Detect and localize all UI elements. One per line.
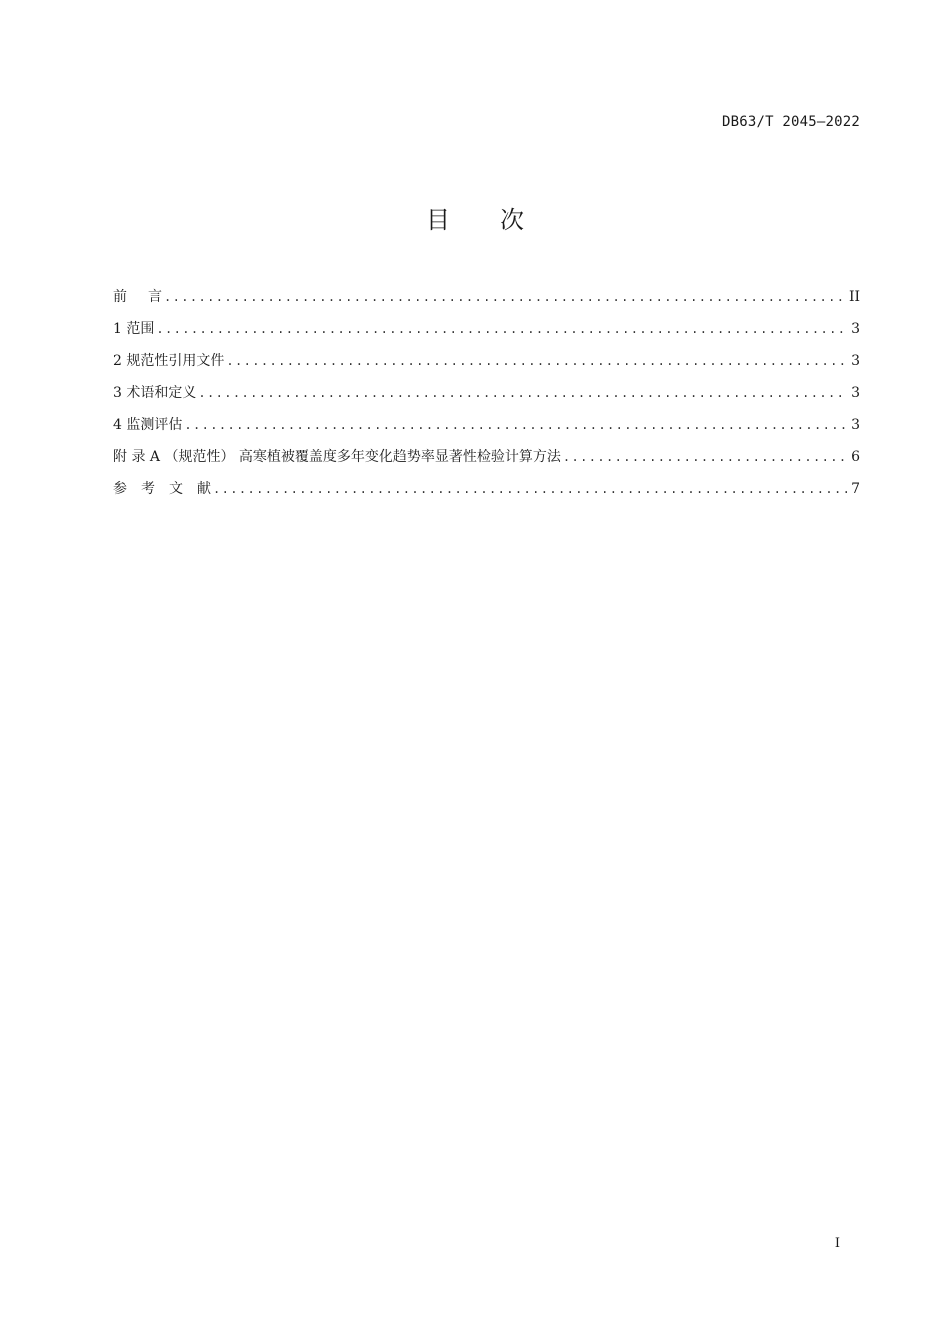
toc-leader-dots bbox=[184, 418, 847, 432]
toc-entry-monitoring-assessment[interactable] bbox=[113, 414, 860, 446]
toc-entry-label: 附 录 A （规范性） 高寒植被覆盖度多年变化趋势率显著性检验计算方法 bbox=[113, 449, 561, 465]
toc-entry-terms-definitions[interactable] bbox=[113, 382, 860, 414]
toc-entry-bibliography[interactable] bbox=[113, 478, 860, 510]
page-title bbox=[0, 200, 950, 235]
toc-entry-label: 1 范围 bbox=[113, 321, 155, 337]
toc-entry-label: 参考文献 bbox=[113, 481, 211, 497]
title-char-2: 次 bbox=[500, 206, 524, 234]
toc-entry-label: 3 术语和定义 bbox=[113, 385, 197, 401]
document-code: DB63/T 2045—2022 bbox=[721, 114, 860, 130]
title-char-1: 目 bbox=[426, 206, 450, 234]
toc-leader-dots bbox=[156, 322, 847, 336]
toc-entry-label: 4 监测评估 bbox=[113, 417, 183, 433]
toc-entry-normative-references[interactable] bbox=[113, 350, 860, 382]
toc-leader-dots bbox=[213, 482, 847, 496]
toc-entry-page: 3 bbox=[851, 353, 860, 369]
toc-leader-dots bbox=[198, 386, 847, 400]
toc-entry-page: 6 bbox=[851, 449, 860, 465]
toc-leader-dots bbox=[164, 290, 845, 304]
toc-leader-dots bbox=[226, 354, 847, 368]
toc-entry-label: 2 规范性引用文件 bbox=[113, 353, 225, 369]
table-of-contents bbox=[113, 286, 860, 510]
toc-entry-page: 3 bbox=[851, 321, 860, 337]
toc-entry-appendix-a[interactable] bbox=[113, 446, 860, 478]
toc-entry-label: 前言 bbox=[113, 289, 162, 305]
page-number: I bbox=[834, 1236, 840, 1251]
toc-entry-page: 3 bbox=[851, 417, 860, 433]
toc-leader-dots bbox=[563, 450, 847, 464]
toc-entry-page: 3 bbox=[851, 385, 860, 401]
toc-entry-foreword[interactable] bbox=[113, 286, 860, 318]
toc-entry-scope[interactable] bbox=[113, 318, 860, 350]
toc-entry-page: II bbox=[848, 289, 860, 305]
toc-entry-page: 7 bbox=[851, 481, 860, 497]
